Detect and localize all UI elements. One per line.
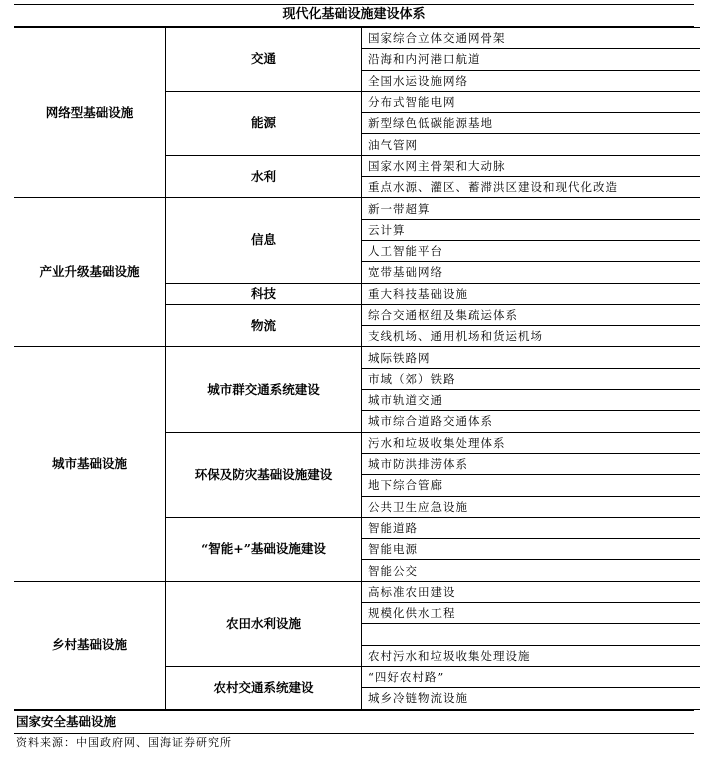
item-cell: 城市综合道路交通体系 — [362, 411, 701, 432]
item-cell: 分布式智能电网 — [362, 91, 701, 112]
table-body — [14, 28, 700, 710]
item-cell: 市域（郊）铁路 — [362, 368, 701, 389]
item-cell: 农村污水和垃圾收集处理设施 — [362, 645, 701, 666]
group-cell: 农田水利设施 — [166, 581, 362, 666]
item-cell: 新型绿色低碳能源基地 — [362, 113, 701, 134]
item-cell: 新一带超算 — [362, 198, 701, 219]
source-note: 资料来源：中国政府网、国海证券研究所 — [16, 735, 232, 749]
item-cell: 地下综合管廊 — [362, 475, 701, 496]
item-cell: 智能公交 — [362, 560, 701, 581]
table-row — [14, 28, 700, 49]
item-cell: 国家综合立体交通网骨架 — [362, 28, 701, 49]
group-cell: 能源 — [166, 91, 362, 155]
item-cell: 人工智能平台 — [362, 240, 701, 261]
group-cell: 信息 — [166, 198, 362, 283]
item-cell: 全国水运设施网络 — [362, 70, 701, 91]
table-row — [14, 347, 700, 368]
table-row — [14, 198, 700, 219]
infrastructure-table-sheet — [14, 4, 694, 752]
item-cell: 沿海和内河港口航道 — [362, 49, 701, 70]
group-cell: 水利 — [166, 155, 362, 198]
item-cell: 油气管网 — [362, 134, 701, 155]
item-cell: 宽带基础网络 — [362, 262, 701, 283]
item-cell — [362, 624, 701, 645]
group-cell: “智能+”基础设施建设 — [166, 517, 362, 581]
group-cell: 农村交通系统建设 — [166, 666, 362, 709]
table-row — [14, 581, 700, 602]
category-cell: 网络型基础设施 — [14, 28, 166, 198]
group-cell: 交通 — [166, 28, 362, 92]
group-cell: 环保及防灾基础设施建设 — [166, 432, 362, 517]
category-cell: 城市基础设施 — [14, 347, 166, 581]
table-title: 现代化基础设施建设体系 — [14, 4, 694, 27]
group-cell: 物流 — [166, 304, 362, 347]
item-cell: 城市轨道交通 — [362, 390, 701, 411]
item-cell: 重大科技基础设施 — [362, 283, 701, 304]
item-cell: 城际铁路网 — [362, 347, 701, 368]
item-cell: 城市防洪排涝体系 — [362, 453, 701, 474]
item-cell: 规模化供水工程 — [362, 603, 701, 624]
item-cell: 智能道路 — [362, 517, 701, 538]
item-cell: 综合交通枢纽及集疏运体系 — [362, 304, 701, 325]
group-cell: 城市群交通系统建设 — [166, 347, 362, 432]
item-cell: 高标准农田建设 — [362, 581, 701, 602]
item-cell: “四好农村路” — [362, 666, 701, 687]
category-cell: 产业升级基础设施 — [14, 198, 166, 347]
item-cell: 智能电源 — [362, 539, 701, 560]
item-cell: 重点水源、灌区、蓄滞洪区建设和现代化改造 — [362, 177, 701, 198]
item-cell: 污水和垃圾收集处理体系 — [362, 432, 701, 453]
item-cell: 支线机场、通用机场和货运机场 — [362, 326, 701, 347]
infrastructure-table — [14, 27, 700, 710]
item-cell: 城乡冷链物流设施 — [362, 688, 701, 709]
item-cell: 国家水网主骨架和大动脉 — [362, 155, 701, 176]
category-cell: 乡村基础设施 — [14, 581, 166, 709]
group-cell: 科技 — [166, 283, 362, 304]
national-security-row: 国家安全基础设施 — [14, 710, 694, 734]
item-cell: 公共卫生应急设施 — [362, 496, 701, 517]
item-cell: 云计算 — [362, 219, 701, 240]
